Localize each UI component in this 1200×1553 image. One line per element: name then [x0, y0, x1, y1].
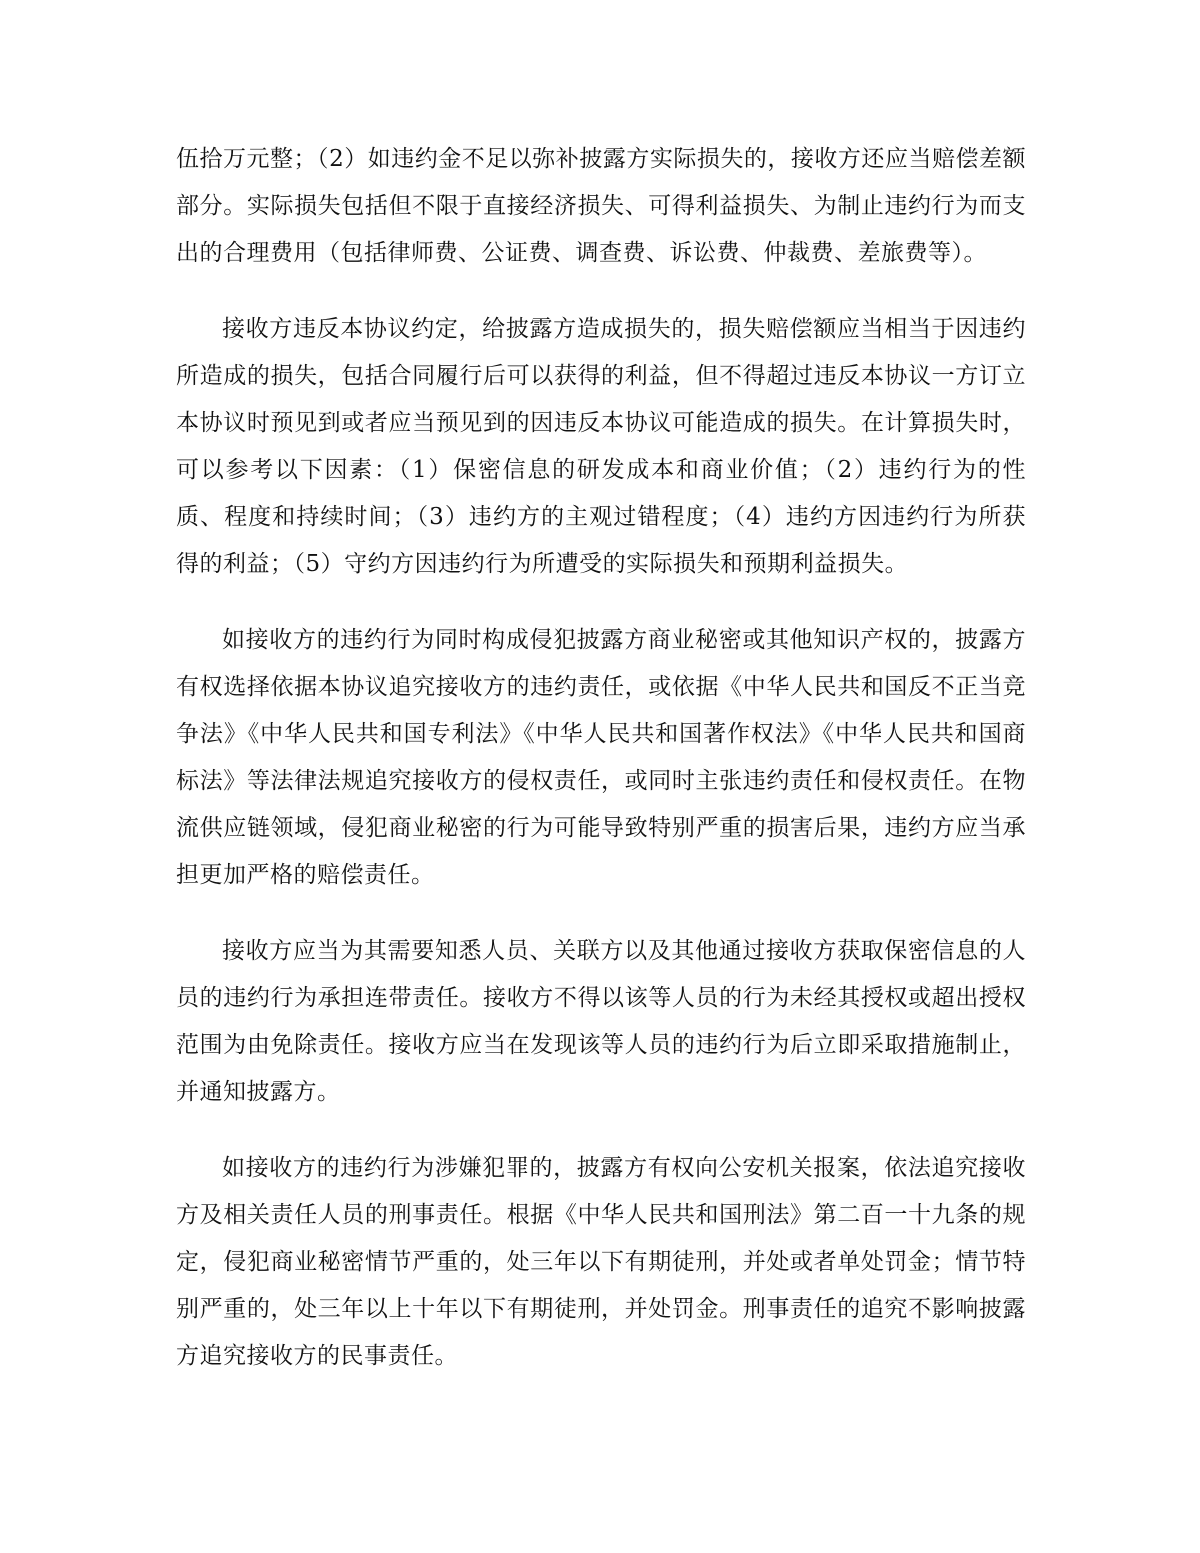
paragraph-joint-liability: 接收方应当为其需要知悉人员、关联方以及其他通过接收方获取保密信息的人员的违约行为承担连带责任。接收方不得以该等人员的行为未经其授权或超出授权范围为由免除责任。接收方应当在发现该等人员的违约行为后立即采取措施制止，并通知披露方。	[176, 938, 1026, 1105]
paragraph-criminal-liability: 如接收方的违约行为涉嫌犯罪的，披露方有权向公安机关报案，依法追究接收方及相关责任人员的刑事责任。根据《中华人民共和国刑法》第二百一十九条的规定，侵犯商业秘密情节严重的，处三年以下有期徒刑，并处或者单处罚金；情节特别严重的，处三年以上十年以下有期徒刑，并处罚金。刑事责任的追究不影响披露方追究接收方的民事责任。	[176, 1155, 1026, 1369]
paragraph-damages-calculation: 接收方违反本协议约定，给披露方造成损失的，损失赔偿额应当相当于因违约所造成的损失，包括合同履行后可以获得的利益，但不得超过违反本协议一方订立本协议时预见到或者应当预见到的因违反本协议可能造成的损失。在计算损失时，可以参考以下因素：（1）保密信息的研发成本和商业价值；（2）违约行为的性质、程度和持续时间；（3）违约方的主观过错程度；（4）违约方因违约行为所获得的利益；（5）守约方因违约行为所遭受的实际损失和预期利益损失。	[176, 316, 1026, 577]
paragraph-ip-infringement: 如接收方的违约行为同时构成侵犯披露方商业秘密或其他知识产权的，披露方有权选择依据本协议追究接收方的违约责任，或依据《中华人民共和国反不正当竞争法》《中华人民共和国专利法》《中华人民共和国著作权法》《中华人民共和国商标法》等法律法规追究接收方的侵权责任，或同时主张违约责任和侵权责任。在物流供应链领域，侵犯商业秘密的行为可能导致特别严重的损害后果，违约方应当承担更加严格的赔偿责任。	[176, 627, 1026, 888]
document-body	[176, 136, 1026, 1409]
paragraph-continuation: 伍拾万元整；（2）如违约金不足以弥补披露方实际损失的，接收方还应当赔偿差额部分。实际损失包括但不限于直接经济损失、可得利益损失、为制止违约行为而支出的合理费用（包括律师费、公证费、调查费、诉讼费、仲裁费、差旅费等）。	[176, 146, 1026, 266]
